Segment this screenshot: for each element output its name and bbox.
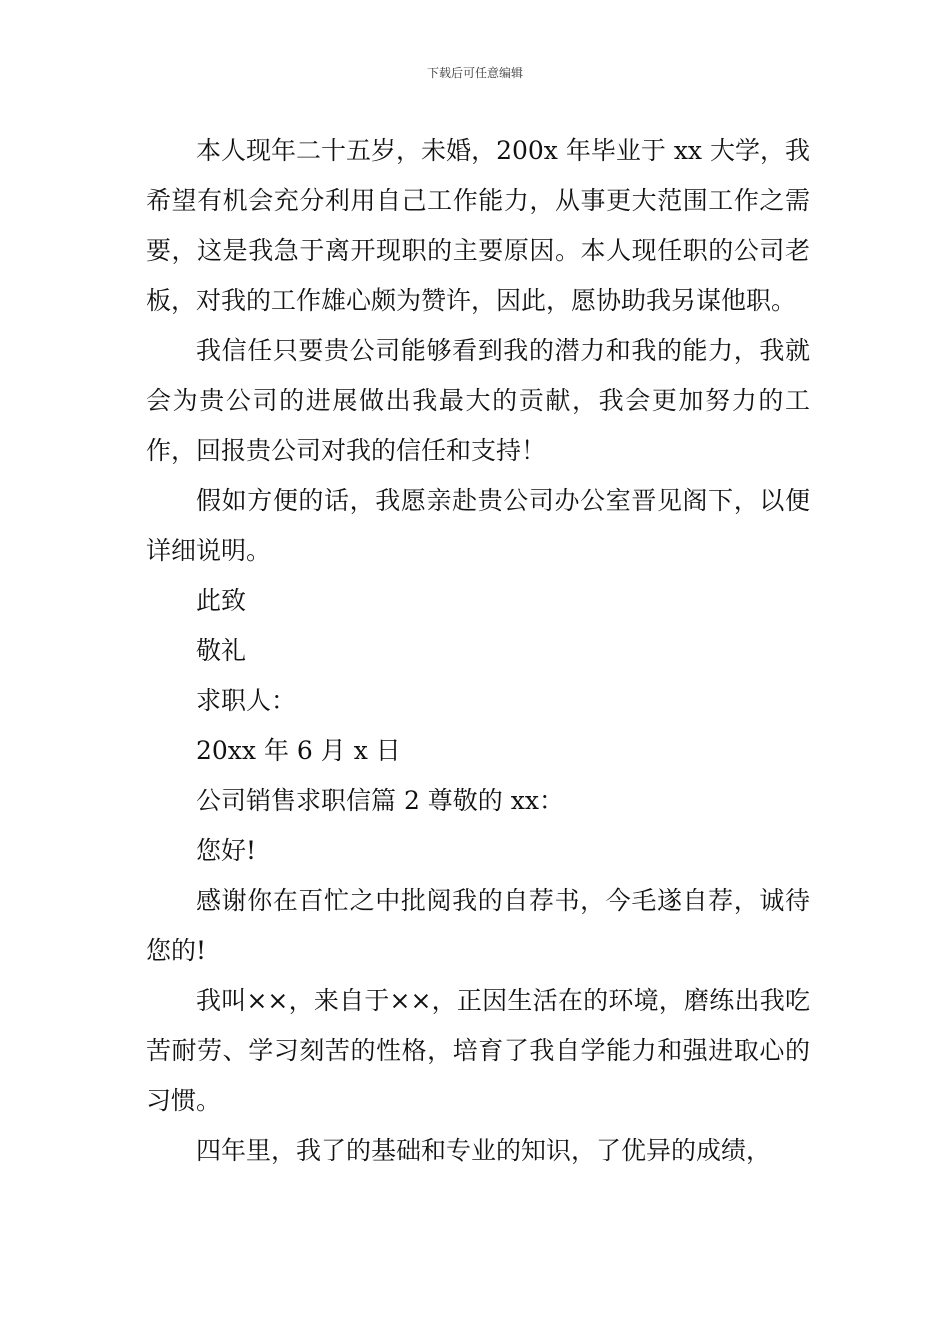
page-header-note: 下载后可任意编辑 [426, 66, 523, 80]
paragraph-potential: 我信任只要贵公司能够看到我的潜力和我的能力，我就会为贵公司的进展做出我最大的贡献，我会更加努力的工作，回报贵公司对我的信任和支持！ [146, 336, 810, 465]
closing-salutation: 此致 [196, 586, 247, 615]
closing-regards: 敬礼 [196, 636, 247, 665]
paragraph-interview-request: 假如方便的话，我愿亲赴贵公司办公室晋见阁下，以便详细说明。 [146, 486, 810, 565]
paragraph-self-introduction: 本人现年二十五岁，未婚，200x 年毕业于 xx 大学，我希望有机会充分利用自己工作能力，从事更大范围工作之需要，这是我急于离开现职的主要原因。本人现任职的公司老板，对我的工作雄心颇为赞许，因此，愿协助我另谋他职。 [146, 136, 810, 315]
letter-date: 20xx 年 6 月 x 日 [196, 736, 401, 765]
paragraph-background: 我叫××，来自于××，正因生活在的环境，磨练出我吃苦耐劳、学习刻苦的性格，培育了我自学能力和强进取心的习惯。 [146, 986, 810, 1115]
letter-2-heading: 公司销售求职信篇 2 尊敬的 xx： [196, 786, 564, 815]
paragraph-thanks: 感谢你在百忙之中批阅我的自荐书，今毛遂自荐，诚待您的! [146, 886, 810, 965]
applicant-signature-label: 求职人： [196, 686, 297, 715]
paragraph-education: 四年里，我了的基础和专业的知识，了优异的成绩， [196, 1136, 772, 1165]
document-body [146, 126, 810, 1176]
greeting: 您好! [196, 836, 257, 865]
